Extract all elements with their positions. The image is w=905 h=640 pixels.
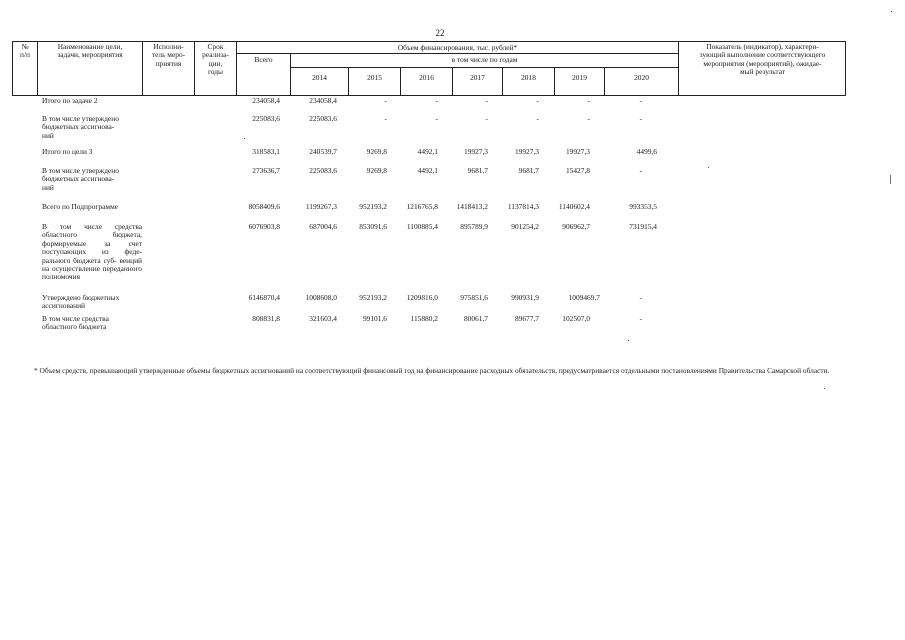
value-2020: 993353,5 [629, 202, 657, 211]
value-total: 225083,6 [252, 114, 280, 123]
value-2017: 9681,7 [467, 166, 488, 175]
value-2019: 1009469,7 [568, 293, 600, 302]
value-2019: - [587, 96, 590, 105]
value-2019: 1140602,4 [558, 202, 590, 211]
header-divider [291, 67, 678, 68]
scan-speck [824, 388, 825, 389]
header-num: № п/п [20, 42, 30, 60]
value-2019: 906962,7 [562, 222, 590, 231]
value-2017: 1418413,2 [456, 202, 488, 211]
row-label: В том числе утверждено бюджетных ассигнова- ний [42, 114, 119, 140]
value-2020: - [639, 96, 642, 105]
value-2020: 4499,6 [636, 147, 657, 156]
value-2016: 1209816,0 [406, 293, 438, 302]
value-2014: 225083,6 [309, 114, 337, 123]
value-2014: 687004,6 [309, 222, 337, 231]
value-2018: 19927,3 [514, 147, 539, 156]
scan-speck [244, 138, 245, 139]
header-name: Наименование цели, задачи, мероприятия [57, 42, 123, 60]
value-2015: 99101,6 [362, 314, 387, 323]
value-2016: 4492,1 [417, 166, 438, 175]
value-2018: 89677,7 [514, 314, 539, 323]
value-2019: 15427,8 [565, 166, 590, 175]
scan-mark [890, 175, 891, 184]
row-label: Всего по Подпрограмме [42, 202, 119, 211]
header-total: Всего [254, 55, 273, 64]
value-2014: 321603,4 [309, 314, 337, 323]
value-2019: - [587, 114, 590, 123]
value-2020: - [639, 166, 642, 175]
scan-speck [708, 167, 709, 168]
value-2017: 80061,7 [463, 314, 488, 323]
header-year: 2018 [521, 73, 536, 82]
value-2016: 1216765,8 [406, 202, 438, 211]
scan-speck [891, 11, 892, 12]
value-total: 234058,4 [252, 96, 280, 105]
value-2020: - [639, 114, 642, 123]
header-year: 2020 [634, 73, 649, 82]
value-2018: 990931,9 [511, 293, 539, 302]
value-2015: - [384, 96, 387, 105]
value-2017: - [485, 96, 488, 105]
value-2017: 975851,6 [460, 293, 488, 302]
header-term: Срок реализа- ции, годы [202, 42, 229, 77]
value-2015: 9269,8 [366, 166, 387, 175]
value-total: 273636,7 [252, 166, 280, 175]
value-total: 8058409,6 [248, 202, 280, 211]
row-label: Итого по цели 3 [42, 147, 93, 156]
header-executor: Исполни- тель меро- приятия [151, 42, 186, 68]
row-label: Утверждено бюджетных ассигнований [42, 293, 120, 311]
header-financing: Объем финансирования, тыс. рублей* [397, 43, 518, 52]
value-2018: - [536, 96, 539, 105]
header-year: 2017 [470, 73, 485, 82]
row-label: В том числе утверждено бюджетных ассигнова- ний [42, 166, 119, 192]
value-2018: 1137814,3 [507, 202, 539, 211]
value-2017: 19927,3 [463, 147, 488, 156]
row-label: В том числе средства областного бюджета, формируемые за счет поступающих из феде- рального бюджета суб- венций на осуществление переданного полномочия [42, 222, 142, 282]
value-2018: - [536, 114, 539, 123]
row-label: Итого по задаче 2 [42, 96, 98, 105]
value-2016: - [435, 96, 438, 105]
value-total: 6076903,8 [248, 222, 280, 231]
value-2014: 1199267,3 [305, 202, 337, 211]
value-2015: 952193,2 [359, 293, 387, 302]
value-2016: 115880,2 [410, 314, 438, 323]
value-2015: 853091,6 [359, 222, 387, 231]
value-2015: 9269,8 [366, 147, 387, 156]
row-label: В том числе средства областного бюджета [42, 314, 109, 332]
value-2018: 901254,2 [511, 222, 539, 231]
value-2018: 9681,7 [518, 166, 539, 175]
value-2014: 1008608,0 [305, 293, 337, 302]
value-2014: 234058,4 [309, 96, 337, 105]
value-2019: 19927,3 [565, 147, 590, 156]
header-divider [237, 53, 678, 54]
value-2020: 731915,4 [629, 222, 657, 231]
value-2015: 952193,2 [359, 202, 387, 211]
value-2019: 102507,0 [562, 314, 590, 323]
value-2017: - [485, 114, 488, 123]
header-by-years: в том числе по годам [451, 55, 518, 64]
header-year: 2019 [572, 73, 587, 82]
value-2015: - [384, 114, 387, 123]
value-total: 6146870,4 [248, 293, 280, 302]
value-2020: - [639, 314, 642, 323]
value-2016: 1100885,4 [406, 222, 438, 231]
header-year: 2016 [419, 73, 434, 82]
value-total: 808831,8 [252, 314, 280, 323]
value-2014: 225083,6 [309, 166, 337, 175]
page-number: 22 [435, 28, 445, 38]
scan-speck [628, 340, 629, 341]
footnote: * Объем средств, превышающий утвержденные объемы бюджетных ассигнований на соответствующий финансовый год на финансирование расходных обязательств, предусматривается отдельными постановлениями Правительства Самарской области. [34, 366, 830, 375]
header-year: 2014 [312, 73, 327, 82]
value-2020: - [639, 293, 642, 302]
value-2017: 895789,9 [460, 222, 488, 231]
header-year: 2015 [367, 73, 382, 82]
value-2014: 240539,7 [309, 147, 337, 156]
header-indicator: Показатель (индикатор), характери- зующий выполнение соответствующего мероприятия (мероприятий), ожидае- мый результат [699, 42, 826, 77]
value-total: 318583,1 [252, 147, 280, 156]
value-2016: 4492,1 [417, 147, 438, 156]
value-2016: - [435, 114, 438, 123]
